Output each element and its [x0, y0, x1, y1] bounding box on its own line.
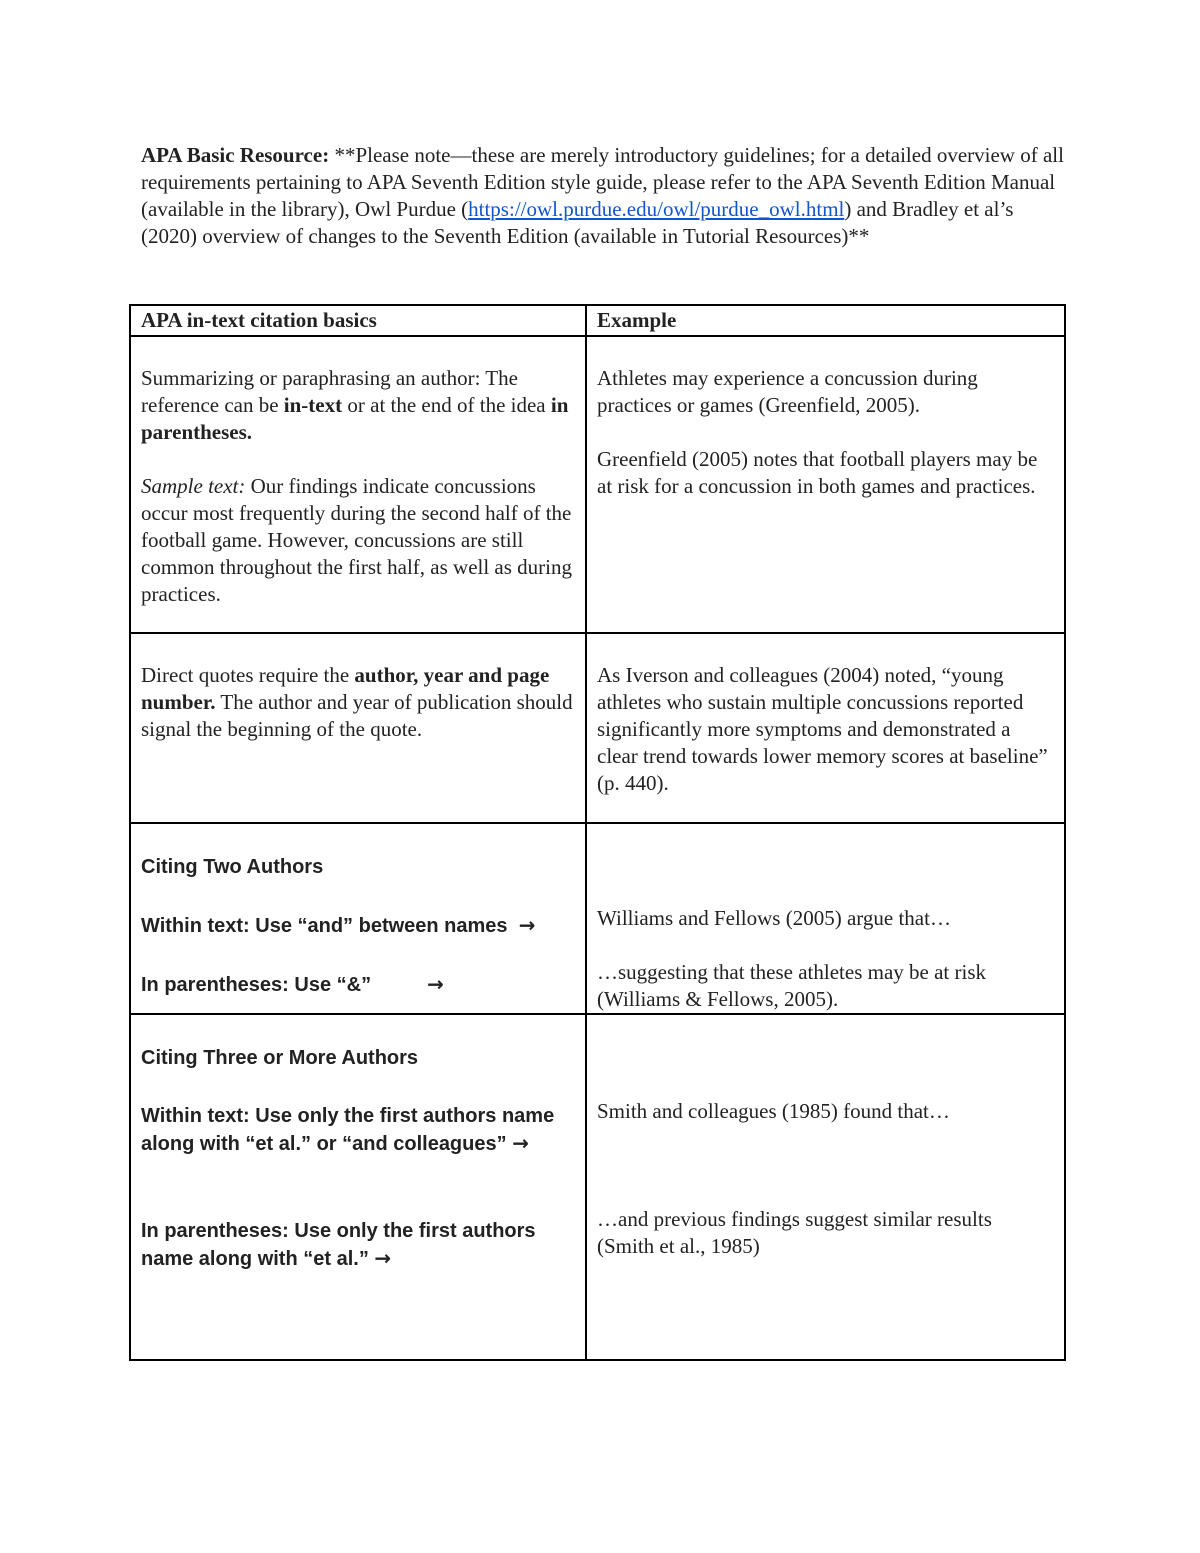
summarizing-text-a: Summarizing or paraphrasing an author: The reference can be — [141, 366, 518, 417]
cell-two-authors-rule — [130, 823, 586, 1014]
header-example: Example — [586, 305, 1065, 336]
table-row-two-authors — [130, 823, 1065, 1014]
table-row-three-authors — [130, 1014, 1065, 1360]
three-authors-example-1: Smith and colleagues (1985) found that… — [597, 1099, 950, 1123]
two-authors-title: Citing Two Authors — [141, 856, 324, 878]
direct-quotes-text-a: Direct quotes require the — [141, 663, 355, 687]
cell-two-authors-example — [586, 823, 1065, 1014]
intro-paragraph — [141, 142, 1071, 250]
cell-direct-quotes-example — [586, 633, 1065, 823]
cell-direct-quotes-rule — [130, 633, 586, 823]
table-row-direct-quotes — [130, 633, 1065, 823]
cell-summarizing-rule — [130, 336, 586, 633]
summarizing-rule-text — [141, 365, 575, 446]
two-authors-within-text — [141, 912, 575, 940]
three-authors-within-label: Within text: Use only the first authors name along with “et al.” or “and colleagues” — [141, 1105, 555, 1155]
three-authors-within-text — [141, 1103, 575, 1158]
summarizing-example-1: Athletes may experience a concussion during practices or games (Greenfield, 2005). — [597, 366, 978, 417]
two-authors-within-label: Within text: Use “and” between names — [141, 915, 508, 937]
summarizing-text-bold-a: in-text — [283, 393, 343, 417]
intro-text-2: ) and Bradley et al’s (2020) overview of changes to the Seventh Edition (available in Tutorial Resources)** — [141, 197, 1014, 248]
citation-table — [129, 304, 1066, 1361]
direct-quotes-rule-text — [141, 662, 575, 743]
three-authors-title: Citing Three or More Authors — [141, 1047, 419, 1069]
three-authors-example-2: …and previous findings suggest similar results (Smith et al., 1985) — [597, 1207, 992, 1258]
two-authors-parentheses — [141, 971, 575, 999]
arrow-right-icon: → — [512, 1131, 529, 1155]
sample-text — [141, 473, 575, 608]
cell-summarizing-example — [586, 336, 1065, 633]
two-authors-paren-label: In parentheses: Use “&” — [141, 974, 372, 996]
direct-quotes-text-bold: author, year and page number. — [141, 663, 550, 714]
intro-title: APA Basic Resource: — [141, 143, 330, 167]
arrow-right-icon: → — [374, 1246, 392, 1270]
arrow-right-icon: → — [518, 913, 536, 937]
two-authors-example-1: Williams and Fellows (2005) argue that… — [597, 906, 951, 930]
sample-text-body: Our findings indicate concussions occur most frequently during the second half of the football game. However, concussions are still common throughout the first half, as well as during practices. — [141, 474, 573, 606]
two-authors-example-2: …suggesting that these athletes may be at risk (Williams & Fellows, 2005). — [597, 960, 986, 1011]
arrow-right-icon: → — [427, 972, 444, 996]
three-authors-paren-label: In parentheses: Use only the first authors name along with “et al.” — [141, 1220, 536, 1270]
three-authors-parentheses — [141, 1218, 575, 1273]
summarizing-example-2: Greenfield (2005) notes that football players may be at risk for a concussion in both games and practices. — [597, 447, 1038, 498]
cell-three-authors-example — [586, 1014, 1065, 1360]
intro-text-1: **Please note—these are merely introductory guidelines; for a detailed overview of all requirements pertaining to APA Seventh Edition style guide, please refer to the APA Seventh Edition Manual (available in the library), Owl Purdue ( — [141, 143, 1064, 221]
sample-text-label: Sample text: — [141, 474, 246, 498]
table-header-row — [130, 305, 1065, 336]
summarizing-text-bold-b: in parentheses. — [141, 393, 569, 444]
direct-quotes-example: As Iverson and colleagues (2004) noted, “young athletes who sustain multiple concussions reported significantly more symptoms and demonstrated a clear trend towards lower memory scores at baseline” (p. 440). — [597, 663, 1048, 795]
direct-quotes-text-c: The author and year of publication should signal the beginning of the quote. — [141, 690, 573, 741]
owl-purdue-link[interactable]: https://owl.purdue.edu/owl/purdue_owl.html — [468, 197, 845, 221]
table-row-summarizing — [130, 336, 1065, 633]
summarizing-text-c: or at the end of the idea — [342, 393, 551, 417]
cell-three-authors-rule — [130, 1014, 586, 1360]
header-basics: APA in-text citation basics — [130, 305, 586, 336]
